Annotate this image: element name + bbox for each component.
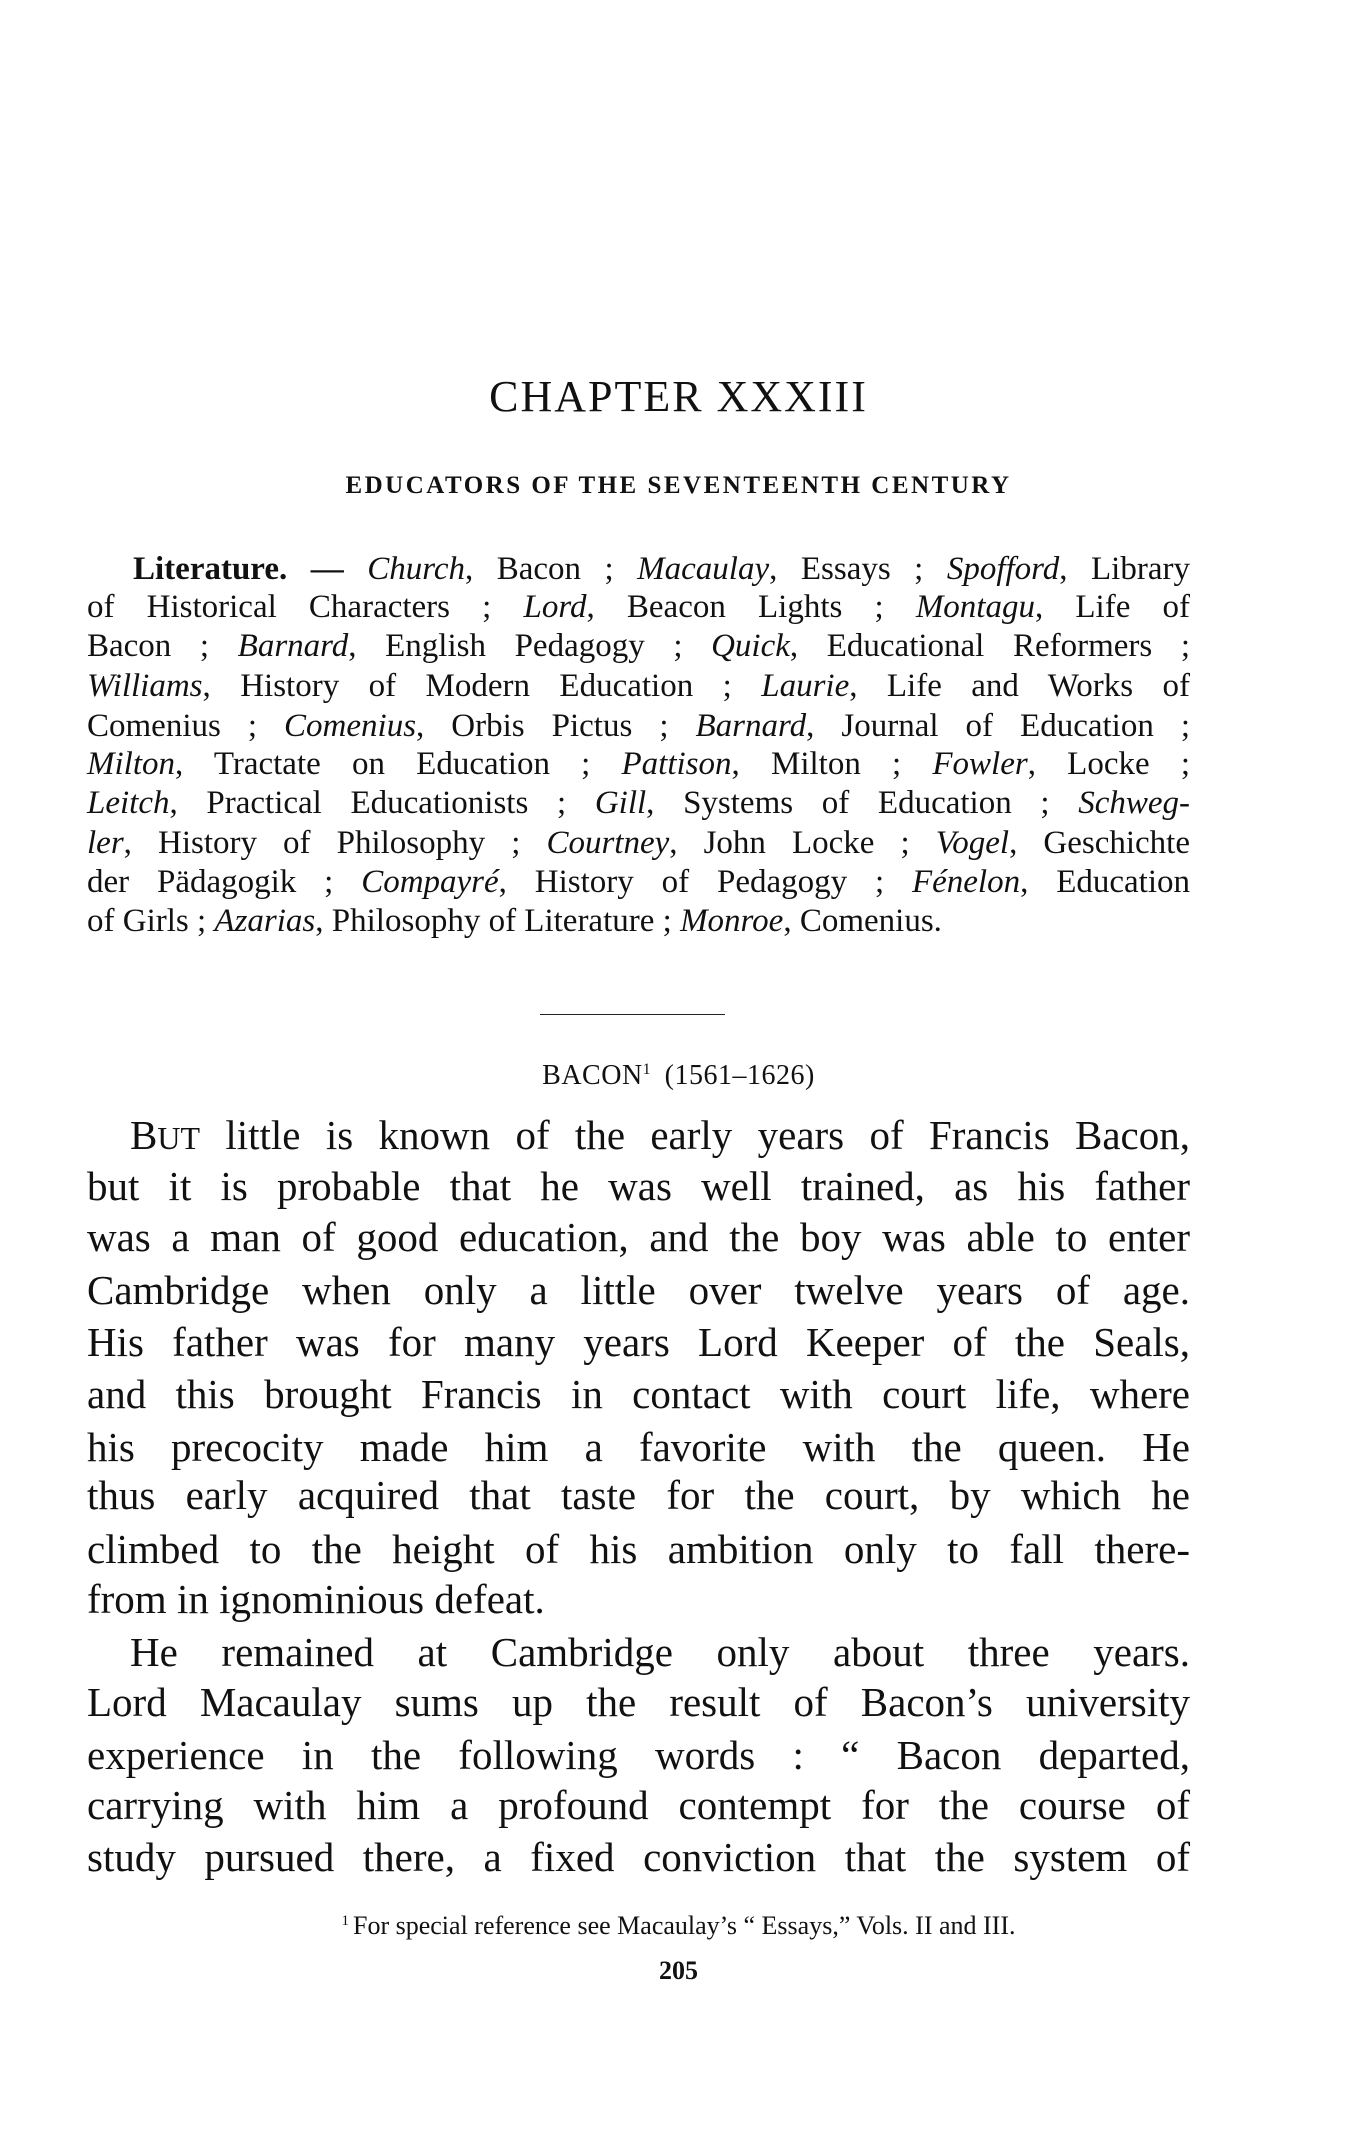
work-title: , Locke ; (1027, 746, 1190, 782)
work-title: , History of Pedagogy ; (498, 864, 912, 900)
literature-line (87, 627, 1190, 666)
author-name: Quick (711, 628, 790, 664)
literature-line (87, 588, 1190, 627)
work-title: , Educational Reformers ; (789, 628, 1190, 664)
work-title: , Philosophy of Literature ; (315, 903, 681, 939)
section-dates: (1561–1626) (664, 1060, 815, 1091)
body-line: but it is probable that he was well trained, as his father (87, 1163, 1190, 1209)
author-name: Montagu (915, 589, 1035, 625)
author-name: Milton (87, 746, 175, 782)
author-name: Fowler (932, 746, 1028, 782)
section-divider (540, 1014, 725, 1015)
work-title: , Orbis Pictus ; (416, 708, 696, 744)
work-title: Comenius ; (87, 708, 285, 744)
work-title: , History of Modern Education ; (202, 668, 762, 704)
body-line: was a man of good education, and the boy was able to enter (87, 1214, 1190, 1260)
literature-line (87, 784, 1190, 823)
work-title: , Journal of Education ; (806, 708, 1190, 744)
chapter-title: CHAPTER XXXIII (489, 372, 868, 421)
work-title: , Comenius. (783, 903, 942, 939)
body-line: thus early acquired that taste for the court, by which he (87, 1472, 1190, 1518)
author-name: Azarias (214, 903, 316, 939)
opening-word: BUT (130, 1112, 200, 1158)
author-name: Gill (594, 785, 647, 821)
body-line: His father was for many years Lord Keeper of the Seals, (87, 1319, 1190, 1365)
author-name: Lord (523, 589, 587, 625)
body-line: carrying with him a profound contempt for the course of (87, 1782, 1190, 1828)
work-title: , History of Philosophy ; (123, 825, 547, 861)
body-line: study pursued there, a fixed conviction that the system of (87, 1834, 1190, 1880)
chapter-subtitle: EDUCATORS OF THE SEVENTEENTH CENTURY (345, 472, 1012, 499)
work-title: of Historical Characters ; (87, 589, 524, 625)
footnote-mark: 1 (341, 1913, 349, 1929)
author-name: Courtney (546, 825, 670, 861)
work-title: Bacon ; (87, 628, 238, 664)
author-name: Spofford (946, 551, 1060, 587)
work-title: , Education (1020, 864, 1190, 900)
author-name: Schweg- (1078, 785, 1190, 821)
literature-line (87, 745, 1190, 784)
work-title: , Life and Works of (849, 668, 1190, 704)
work-title: , Essays ; (769, 551, 947, 587)
author-name: Church (367, 551, 465, 587)
work-title: of Girls ; (87, 903, 215, 939)
author-name: Monroe (680, 903, 784, 939)
author-name: Barnard (237, 628, 349, 664)
work-title: , Tractate on Education ; (175, 746, 622, 782)
literature-line (133, 550, 1190, 589)
page-number: 205 (659, 1956, 698, 1985)
footnote-text: For special reference see Macaulay’s “ Essays,” Vols. II and III. (352, 1911, 1016, 1940)
section-title: BACON (542, 1060, 643, 1091)
footnote (0, 1905, 1357, 1942)
work-title: , John Locke ; (669, 825, 936, 861)
work-title: , Bacon ; (465, 551, 638, 587)
work-title: , Life of (1034, 589, 1190, 625)
literature-line (87, 863, 1190, 902)
body-line: his precocity made him a favorite with the queen. He (87, 1424, 1190, 1470)
work-title: , Milton ; (731, 746, 933, 782)
literature-line (87, 902, 1190, 941)
author-name: Pattison (621, 746, 732, 782)
work-title: , Systems of Education ; (646, 785, 1079, 821)
body-line: experience in the following words : “ Bacon departed, (87, 1732, 1190, 1778)
literature-line (87, 667, 1190, 706)
author-name: Williams (87, 668, 203, 704)
body-line: Lord Macaulay sums up the result of Bacon’s university (87, 1679, 1190, 1725)
footnote-reference[interactable]: 1 (642, 1061, 652, 1078)
work-title: , Library (1059, 551, 1190, 587)
literature-line (87, 824, 1190, 863)
body-line: He remained at Cambridge only about three years. (130, 1629, 1190, 1675)
body-line: climbed to the height of his ambition only to fall there- (87, 1526, 1190, 1572)
author-name: Laurie (761, 668, 850, 704)
work-title: der Pädagogik ; (87, 864, 362, 900)
author-name: Compayré (361, 864, 499, 900)
work-title: , English Pedagogy ; (348, 628, 712, 664)
body-line: BUT little is known of the early years of Francis Bacon, (130, 1112, 1190, 1158)
body-line: and this brought Francis in contact with court life, where (87, 1371, 1190, 1417)
author-name: Leitch (87, 785, 170, 821)
author-name: Macaulay (637, 551, 770, 587)
body-line: from in ignominious defeat. (87, 1576, 545, 1622)
work-title: , Practical Educationists ; (169, 785, 595, 821)
work-title: , Beacon Lights ; (586, 589, 916, 625)
author-name: Barnard (695, 708, 807, 744)
work-title: , Geschichte (1009, 825, 1190, 861)
author-name: Vogel (935, 825, 1010, 861)
body-line: Cambridge when only a little over twelve years of age. (87, 1267, 1190, 1313)
literature-line (87, 707, 1190, 746)
section-heading (0, 1052, 1357, 1094)
author-name: Fénelon (911, 864, 1021, 900)
author-name: Comenius (284, 708, 417, 744)
literature-label: Literature. — (133, 551, 368, 587)
author-name: ler (87, 825, 124, 861)
